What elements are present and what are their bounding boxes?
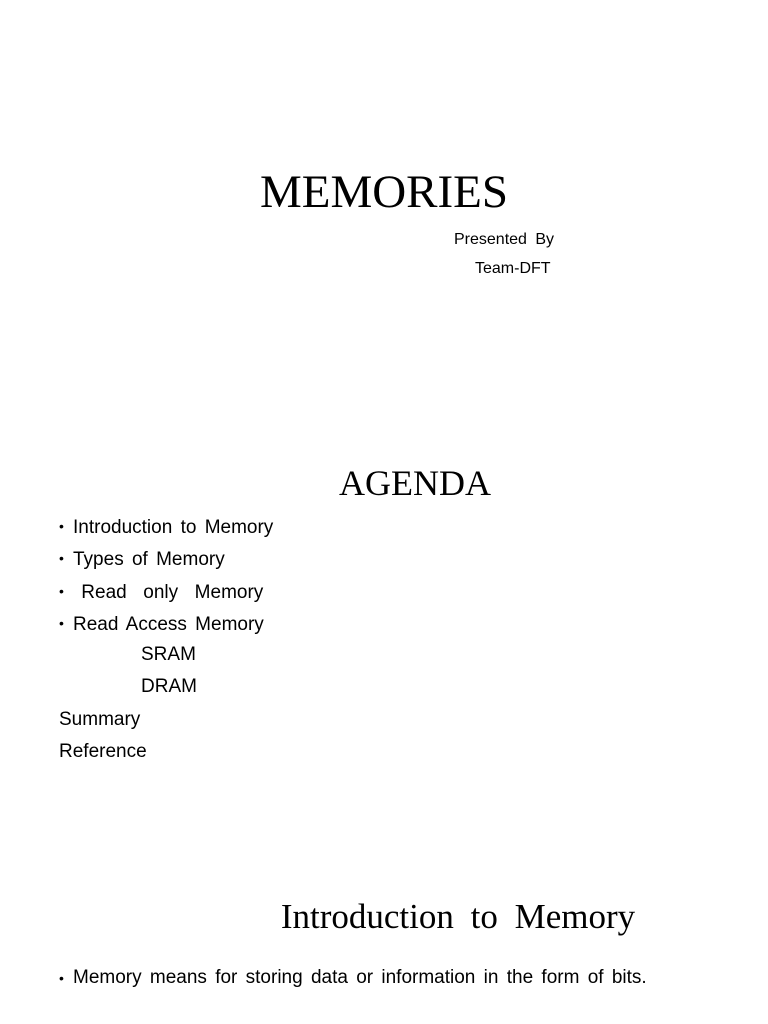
presented-by-label: Presented By bbox=[454, 231, 555, 248]
bullet-icon: • bbox=[59, 550, 64, 567]
agenda-plain-item: Summary bbox=[59, 708, 141, 730]
bullet-icon: • bbox=[59, 614, 64, 631]
agenda-list bbox=[59, 512, 273, 770]
bullet-text: Memory means for storing data or information in the form of bits. bbox=[73, 967, 647, 988]
agenda-item bbox=[59, 609, 273, 641]
introduction-bullets bbox=[59, 966, 679, 990]
agenda-item-label: Introduction to Memory bbox=[73, 517, 274, 538]
team-name: Team-DFT bbox=[475, 260, 551, 277]
agenda-item-label: Read only Memory bbox=[73, 581, 264, 603]
bullet-icon: • bbox=[59, 582, 64, 599]
agenda-item bbox=[59, 512, 273, 544]
agenda-plain-item: Reference bbox=[59, 741, 147, 763]
bullet-paragraph bbox=[59, 966, 679, 990]
introduction-heading: Introduction to Memory bbox=[280, 897, 636, 936]
agenda-subitem: SRAM bbox=[141, 644, 196, 666]
agenda-item bbox=[59, 544, 273, 576]
agenda-heading: AGENDA bbox=[339, 463, 491, 503]
agenda-item-label: Read Access Memory bbox=[73, 613, 264, 635]
agenda-item bbox=[59, 577, 273, 609]
presentation-title: MEMORIES bbox=[259, 166, 509, 218]
agenda-subitem: DRAM bbox=[141, 676, 197, 698]
bullet-icon: • bbox=[59, 970, 64, 986]
agenda-item-label: Types of Memory bbox=[73, 549, 225, 571]
bullet-icon: • bbox=[59, 518, 64, 534]
